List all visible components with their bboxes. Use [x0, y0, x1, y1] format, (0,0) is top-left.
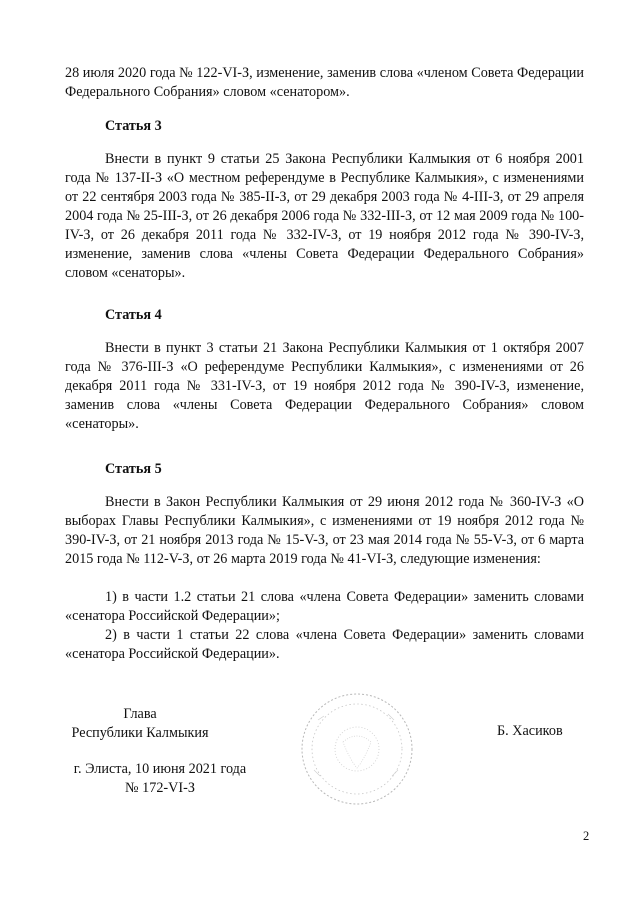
article-5-paragraph-3: 2) в части 1 статьи 22 слова «члена Совета Федерации» заменить словами «сенатора Российской Федерации».	[65, 627, 584, 662]
signature-title-line2: Республики Калмыкия	[71, 725, 209, 741]
signing-place-date: г. Элиста, 10 июня 2021 года	[73, 761, 247, 777]
article-5-heading: Статья 5	[105, 461, 162, 477]
article-4-heading: Статья 4	[105, 307, 162, 323]
law-number: № 172-VI-З	[125, 780, 195, 796]
article-5-paragraph-2: 1) в части 1.2 статьи 21 слова «члена Совета Федерации» заменить словами «сенатора Российской Федерации»;	[65, 589, 584, 624]
official-seal-stamp	[298, 690, 416, 808]
article-4-paragraph: Внести в пункт 3 статьи 21 Закона Республики Калмыкия от 1 октября 2007 года № 376-III-З «О референдуме Республики Калмыкия», с изменениями от 26 декабря 2011 года № 331-IV-З, от 19 ноября 2012 года № 390-IV-З, изменение, заменив слова «члены Совета Федерации Федерального Собрания» словом «сенаторы».	[65, 340, 584, 432]
page-number: 2	[583, 828, 590, 843]
signature-title-line1: Глава	[123, 706, 157, 722]
signatory-name: Б. Хасиков	[497, 723, 563, 739]
article-3-heading: Статья 3	[105, 118, 162, 134]
intro-paragraph: 28 июля 2020 года № 122-VI-З, изменение, заменив слова «членом Совета Федерации Федерального Собрания» словом «сенатором».	[65, 65, 584, 100]
article-5-paragraph-1: Внести в Закон Республики Калмыкия от 29 июня 2012 года № 360-IV-З «О выборах Главы Республики Калмыкия», с изменениями от 19 ноября 2012 года № 390-IV-З, от 21 ноября 2013 года № 15-V-З, от 23 мая 2014 года № 55-V-З, от 6 марта 2015 года № 112-V-З, от 26 марта 2019 года № 41-VI-З, следующие изменения:	[65, 494, 584, 567]
article-3-paragraph: Внести в пункт 9 статьи 25 Закона Республики Калмыкия от 6 ноября 2001 года № 137-II-З «О местном референдуме в Республике Калмыкия», с изменениями от 22 сентября 2003 года № 385-II-З, от 29 декабря 2003 года № 4-III-З, от 29 апреля 2004 года № 25-III-З, от 26 декабря 2006 года № 332-III-З, от 12 мая 2009 года № 100-IV-З, от 26 декабря 2011 года № 332-IV-З, от 19 ноября 2012 года № 390-IV-З, изменение, заменив слова «члены Совета Федерации Федерального Собрания» словом «сенаторы».	[65, 151, 584, 281]
